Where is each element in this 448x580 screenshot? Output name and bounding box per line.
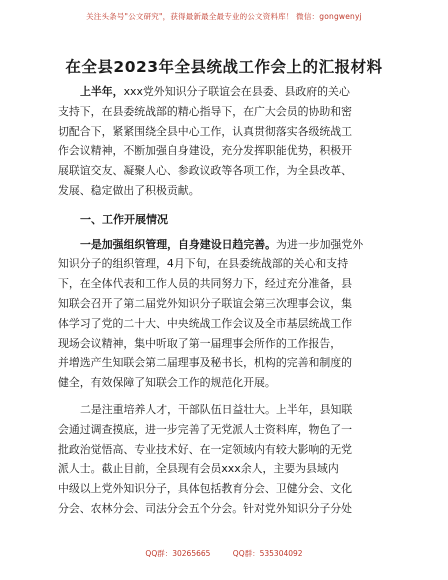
paragraph1-line: 健全，有效保障了知联会工作的规范化开展。 [58, 376, 276, 390]
paragraph1-lead-rest: 为进一步加强党外 [276, 237, 364, 251]
page-title: 在全县2023年全县统战工作会上的汇报材料 [65, 58, 383, 76]
paragraph2-line: 派人士。截止目前，全县现有会员xxx余人，主要为县域内 [58, 462, 339, 476]
intro-line: 展联谊交友、凝聚人心、参政议政等各项工作，为全县改革、 [58, 164, 353, 178]
intro-lead: 上半年， [80, 85, 124, 98]
paragraph1-line: 现场会议精神，集中听取了第一届理事会所作的工作报告， [58, 336, 342, 350]
section-heading: 一、工作开展情况 [80, 212, 168, 226]
paragraph1-lead: 一是加强组织管理，自身建设日趋完善。 [80, 237, 277, 251]
top-banner: 关注头条号"公文研究"，获得最新最全最专业的公文资料库！ 微信：gongwenyj [86, 12, 362, 21]
intro-line-text: xxx党外知识分子联谊会在县委、县政府的关心 [123, 85, 350, 98]
intro-line [58, 82, 392, 102]
paragraph2-line: 会通过调查摸底，进一步完善了无党派人士资料库，物色了一 [58, 422, 353, 436]
document-body [58, 82, 392, 519]
paragraph1-line: 知联会召开了第二届党外知识分子联谊会第三次理事会议，集 [58, 296, 353, 310]
paragraph1-line [58, 235, 392, 255]
paragraph2-line: 批政治觉悟高、专业技术好、在一定领域内有较大影响的无党 [58, 442, 353, 456]
paragraph2-line: 中级以上党外知识分子，具体包括教育分会、卫健分会、文化 [58, 482, 353, 496]
paragraph2-line: 分会、农林分会、司法分会五个分会。针对党外知识分子分处 [58, 501, 353, 515]
paragraph1-line: 并增选产生知联会第二届理事及秘书长，机构的完善和制度的 [58, 356, 353, 370]
footer-qq-group-2: QQ群：535304092 [232, 549, 303, 558]
intro-line: 作会议精神，不断加强自身建设，充分发挥职能优势，积极开 [58, 144, 353, 158]
footer-qq-group-1: QQ群：30265665 [145, 549, 211, 558]
paragraph1-line: 下，在全体代表和工作人员的共同努力下，经过充分准备，县 [58, 277, 353, 291]
intro-line: 发展、稳定做出了积极贡献。 [58, 183, 200, 197]
intro-line: 切配合下，紧紧围绕全县中心工作，认真贯彻落实各级统战工 [58, 124, 353, 138]
paragraph-gap [58, 393, 392, 400]
paragraph1-line: 知识分子的组织管理，4月下旬，在县委统战部的关心和支持 [58, 257, 349, 271]
paragraph1-line: 体学习了党的二十大、中央统战工作会议及全市基层统战工作 [58, 316, 353, 330]
footer [0, 548, 448, 559]
paragraph2-line: 二是注重培养人才，干部队伍日益壮大。上半年，县知联 [80, 402, 353, 416]
intro-line: 支持下，在县委统战部的精心指导下，在广大会员的协助和密 [58, 104, 353, 118]
